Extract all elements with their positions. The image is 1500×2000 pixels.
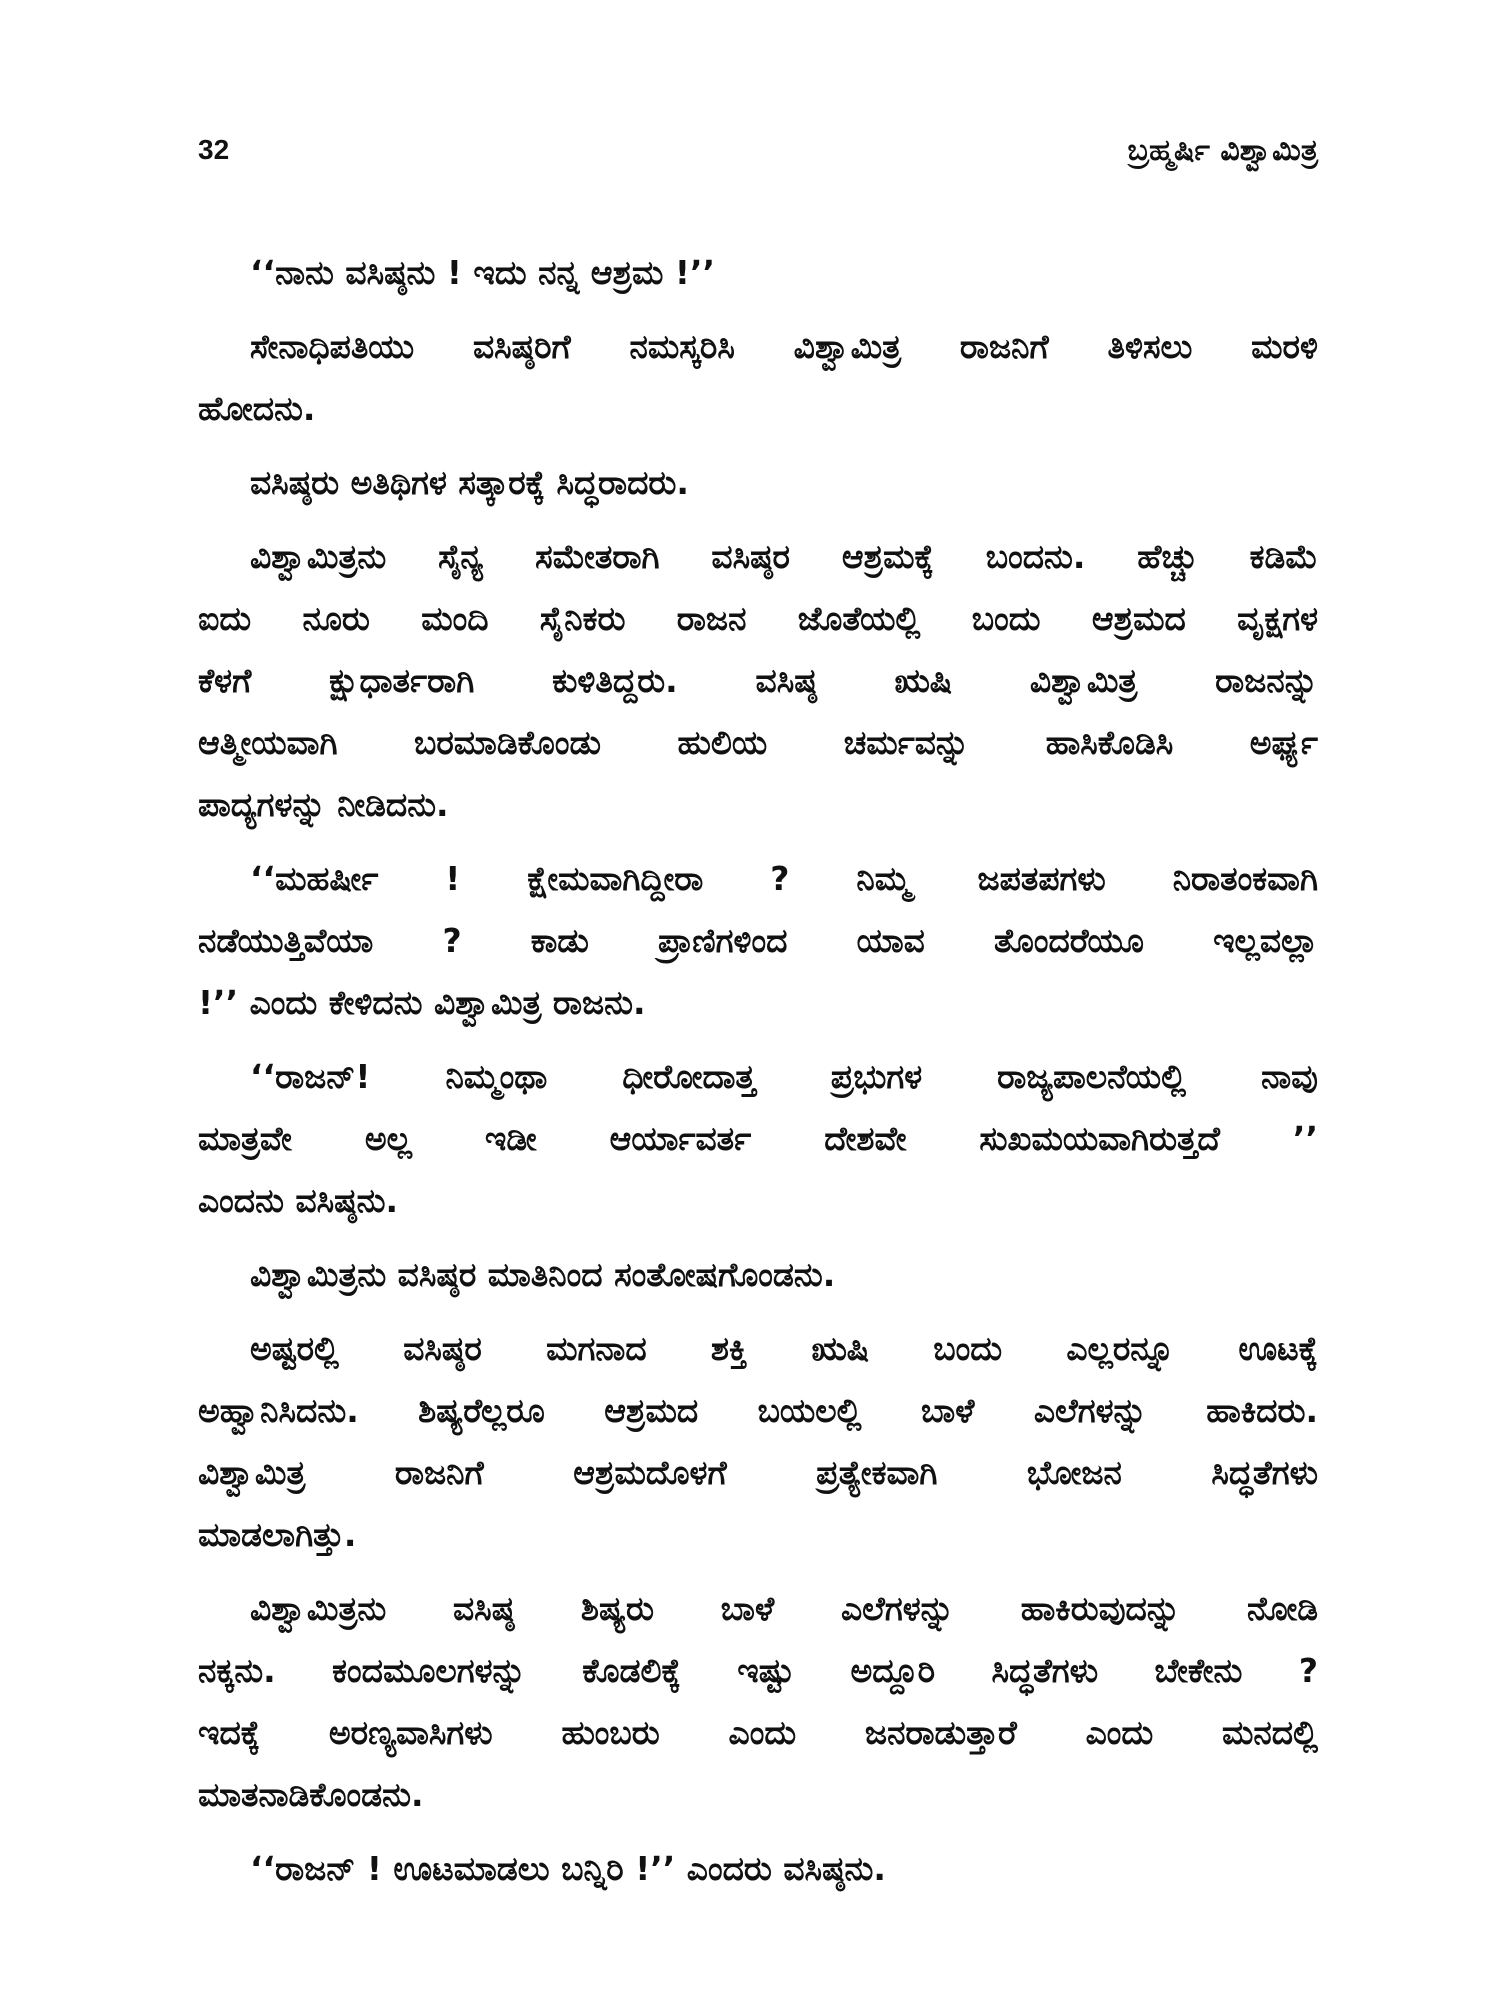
text-line: ಕೆಳಗೆ ಕ್ಷುಧಾರ್ತರಾಗಿ ಕುಳಿತಿದ್ದರು. ವಸಿಷ್ಠ ಋಷಿ ವಿಶ್ವಾಮಿತ್ರ ರಾಜನನ್ನು (198, 661, 1318, 700)
text-line: ವಸಿಷ್ಠರು ಅತಿಥಿಗಳ ಸತ್ಕಾರಕ್ಕೆ ಸಿದ್ಧರಾದರು. (250, 463, 689, 502)
text-line: ಐದು ನೂರು ಮಂದಿ ಸೈನಿಕರು ರಾಜನ ಜೊತೆಯಲ್ಲಿ ಬಂದು ಆಶ್ರಮದ ವೃಕ್ಷಗಳ (198, 599, 1318, 638)
text-line: ನಡೆಯುತ್ತಿವೆಯಾ ? ಕಾಡು ಪ್ರಾಣಿಗಳಿಂದ ಯಾವ ತೊಂದರೆಯೂ ಇಲ್ಲವಲ್ಲಾ (198, 921, 1318, 960)
text-line: ಮಾಡಲಾಗಿತ್ತು. (198, 1515, 357, 1554)
page-body (198, 242, 1318, 1912)
paragraph (198, 242, 1318, 304)
text-line: ಸೇನಾಧಿಪತಿಯು ವಸಿಷ್ಠರಿಗೆ ನಮಸ್ಕರಿಸಿ ವಿಶ್ವಾಮಿತ್ರ ರಾಜನಿಗೆ ತಿಳಿಸಲು ಮರಳಿ (250, 327, 1318, 366)
paragraph (198, 1578, 1318, 1826)
text-line: ಅಹ್ವಾನಿಸಿದನು. ಶಿಷ್ಯರೆಲ್ಲರೂ ಆಶ್ರಮದ ಬಯಲಲ್ಲಿ ಬಾಳೆ ಎಲೆಗಳನ್ನು ಹಾಕಿದರು. (198, 1391, 1318, 1430)
paragraph (198, 452, 1318, 514)
text-line: ‘‘ನಾನು ವಸಿಷ್ಠನು ! ಇದು ನನ್ನ ಆಶ್ರಮ !’’ (250, 253, 716, 292)
text-line: ಹೋದನು. (198, 389, 316, 428)
paragraph (198, 316, 1318, 440)
text-line: ಅಷ್ಟರಲ್ಲಿ ವಸಿಷ್ಠರ ಮಗನಾದ ಶಕ್ತಿ ಋಷಿ ಬಂದು ಎಲ್ಲರನ್ನೂ ಊಟಕ್ಕೆ (250, 1329, 1318, 1368)
page-number: 32 (198, 134, 230, 165)
text-line: ಪಾದ್ಯಗಳನ್ನು ನೀಡಿದನು. (198, 785, 449, 824)
paragraph (198, 526, 1318, 836)
paragraph (198, 1838, 1318, 1900)
text-line: !’’ ಎಂದು ಕೇಳಿದನು ವಿಶ್ವಾಮಿತ್ರ ರಾಜನು. (198, 983, 646, 1022)
text-line: ವಿಶ್ವಾಮಿತ್ರನು ಸೈನ್ಯ ಸಮೇತರಾಗಿ ವಸಿಷ್ಠರ ಆಶ್ರಮಕ್ಕೆ ಬಂದನು. ಹೆಚ್ಚು ಕಡಿಮೆ (250, 537, 1318, 576)
text-line: ಮಾತ್ರವೇ ಅಲ್ಲ ಇಡೀ ಆರ್ಯಾವರ್ತ ದೇಶವೇ ಸುಖಮಯವಾಗಿರುತ್ತದೆ ’’ (198, 1119, 1318, 1158)
text-line: ನಕ್ಕನು. ಕಂದಮೂಲಗಳನ್ನು ಕೊಡಲಿಕ್ಕೆ ಇಷ್ಟು ಅದ್ದೂರಿ ಸಿದ್ಧತೆಗಳು ಬೇಕೇನು ? (198, 1651, 1318, 1690)
text-line: ವಿಶ್ವಾಮಿತ್ರನು ವಸಿಷ್ಠ ಶಿಷ್ಯರು ಬಾಳೆ ಎಲೆಗಳನ್ನು ಹಾಕಿರುವುದನ್ನು ನೋಡಿ (250, 1589, 1318, 1628)
text-line: ‘‘ರಾಜನ್ ! ಊಟಮಾಡಲು ಬನ್ನಿರಿ !’’ ಎಂದರು ವಸಿಷ್ಠನು. (250, 1849, 886, 1888)
text-line: ‘‘ರಾಜನ್! ನಿಮ್ಮಂಥಾ ಧೀರೋದಾತ್ತ ಪ್ರಭುಗಳ ರಾಜ್ಯಪಾಲನೆಯಲ್ಲಿ ನಾವು (250, 1057, 1318, 1096)
paragraph (198, 1244, 1318, 1306)
page-header (198, 128, 1318, 172)
text-line: ಆತ್ಮೀಯವಾಗಿ ಬರಮಾಡಿಕೊಂಡು ಹುಲಿಯ ಚರ್ಮವನ್ನು ಹಾಸಿಕೊಡಿಸಿ ಅರ್ಘ್ಯ (198, 723, 1318, 762)
running-title: ಬ್ರಹ್ಮರ್ಷಿ ವಿಶ್ವಾಮಿತ್ರ (1127, 132, 1318, 168)
text-line: ವಿಶ್ವಾಮಿತ್ರನು ವಸಿಷ್ಠರ ಮಾತಿನಿಂದ ಸಂತೋಷಗೊಂಡನು. (250, 1255, 836, 1294)
text-line: ಇದಕ್ಕೆ ಅರಣ್ಯವಾಸಿಗಳು ಹುಂಬರು ಎಂದು ಜನರಾಡುತ್ತಾರೆ ಎಂದು ಮನದಲ್ಲಿ (198, 1713, 1318, 1752)
text-line: ವಿಶ್ವಾಮಿತ್ರ ರಾಜನಿಗೆ ಆಶ್ರಮದೊಳಗೆ ಪ್ರತ್ಯೇಕವಾಗಿ ಭೋಜನ ಸಿದ್ಧತೆಗಳು (198, 1453, 1318, 1492)
text-line: ‘‘ಮಹರ್ಷೀ ! ಕ್ಷೇಮವಾಗಿದ್ದೀರಾ ? ನಿಮ್ಮ ಜಪತಪಗಳು ನಿರಾತಂಕವಾಗಿ (250, 859, 1318, 898)
paragraph (198, 848, 1318, 1034)
paragraph (198, 1046, 1318, 1232)
text-line: ಮಾತನಾಡಿಕೊಂಡನು. (198, 1775, 424, 1814)
text-line: ಎಂದನು ವಸಿಷ್ಠನು. (198, 1181, 398, 1220)
paragraph (198, 1318, 1318, 1566)
